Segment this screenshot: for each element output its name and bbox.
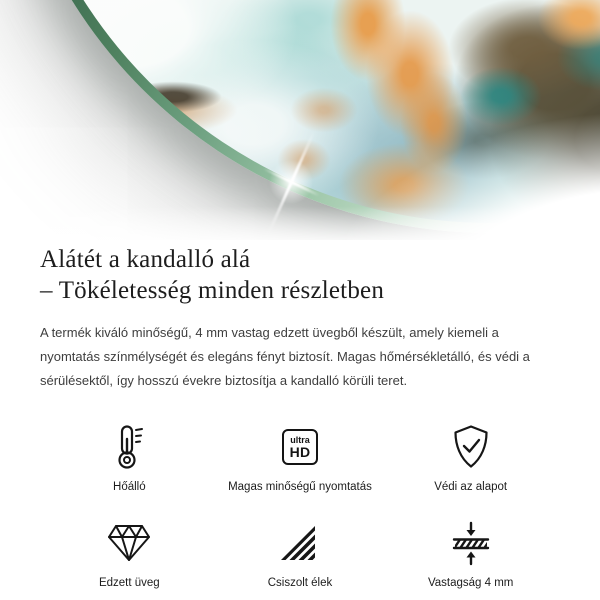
feature-label: Vastagság 4 mm bbox=[427, 577, 514, 589]
feature-thickness bbox=[385, 520, 556, 589]
product-description-text: A termék kiváló minőségű, 4 mm vastag edzett üvegből készült, amely kiemeli a nyomtatás színmélységét és elegáns fényt biztosít. Magas hőmérsékletálló, és védi a sérülésektől, így hosszú évekre biztosítja a kandalló körüli teret. bbox=[40, 325, 530, 388]
thermometer-icon bbox=[114, 424, 144, 470]
feature-tempered-glass bbox=[44, 520, 215, 589]
feature-label: Edzett üveg bbox=[98, 577, 160, 589]
feature-heat-resistant bbox=[44, 424, 215, 493]
feature-label: Hőálló bbox=[113, 481, 146, 493]
ultra-hd-icon: ultra HD bbox=[282, 424, 318, 470]
diamond-icon bbox=[106, 520, 152, 566]
feature-grid bbox=[40, 424, 560, 589]
feature-polished-edges bbox=[215, 520, 386, 589]
page-title bbox=[40, 244, 560, 306]
feature-label: Magas minőségű nyomtatás bbox=[228, 481, 372, 493]
polished-edges-icon bbox=[280, 520, 320, 566]
title-line-2: – Tökéletesség minden részletben bbox=[40, 277, 385, 304]
thickness-icon bbox=[451, 520, 491, 566]
feature-hd-print bbox=[215, 424, 386, 493]
shield-check-icon bbox=[451, 424, 491, 470]
feature-label: Védi az alapot bbox=[434, 481, 508, 493]
feature-label: Csiszolt élek bbox=[267, 577, 333, 589]
feature-protects-base bbox=[385, 424, 556, 493]
product-description-block bbox=[0, 244, 600, 589]
product-hero-image bbox=[0, 0, 600, 240]
hero-white-fade bbox=[0, 0, 600, 240]
title-line-1: Alátét a kandalló alá bbox=[40, 246, 251, 273]
